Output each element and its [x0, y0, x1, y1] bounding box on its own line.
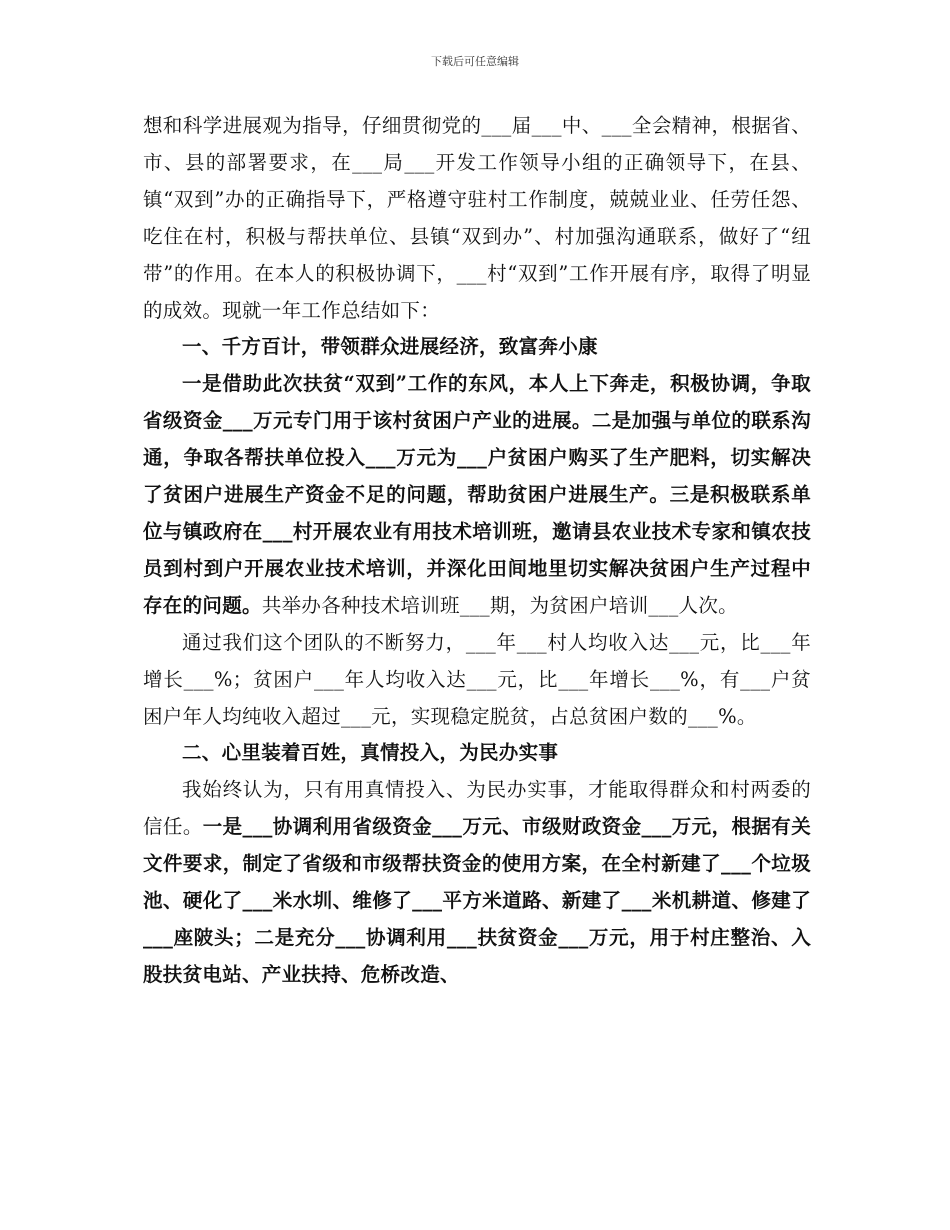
section-1-normal-text: 共举办各种技术培训班___期，为贫困户培训___人次。 [261, 593, 738, 617]
section-2-bold-text: 一是___协调利用省级资金___万元、市级财政资金___万元，根据有关文件要求，制定了省级和市级帮扶资金的使用方案，在全村新建了___个垃圾池、硬化了___米水圳、维修了___平方米道路、新建了___米机耕道、修建了___座陂头；二是充分___协调利用___扶贫资金___万元，用于村庄整治、入股扶贫电站、产业扶持、危桥改造、 [143, 815, 812, 986]
section-2-paragraph [143, 772, 811, 993]
section-heading-2: 二、心里装着百姓，真情投入，为民办实事 [182, 741, 559, 765]
intro-paragraph: 想和科学进展观为指导，仔细贯彻党的___届___中、___全会精神，根据省、市、县的部署要求，在___局___开发工作领导小组的正确领导下，在县、镇“双到”办的正确指导下，严格遵守驻村工作制度，兢兢业业、任劳任怨、吃住在村，积极与帮扶单位、县镇“双到办”、村加强沟通联系，做好了“纽带”的作用。在本人的积极协调下，___村“双到”工作开展有序，取得了明显的成效。现就一年工作总结如下： [143, 114, 811, 322]
section-1-bold-text: 一是借助此次扶贫“双到”工作的东风，本人上下奔走，积极协调，争取省级资金___万元专门用于该村贫困户产业的进展。二是加强与单位的联系沟通，争取各帮扶单位投入___万元为___户贫困户购买了生产肥料，切实解决了贫困户进展生产资金不足的问题，帮助贫困户进展生产。三是积极联系单位与镇政府在___村开展农业有用技术培训班，邀请县农业技术专家和镇农技员到村到户开展农业技术培训，并深化田间地里切实解决贫困户生产过程中存在的问题。 [143, 372, 811, 617]
document-body [143, 108, 811, 994]
results-paragraph: 通过我们这个团队的不断努力，___年___村人均收入达___元，比___年增长___%；贫困户___年人均收入达___元，比___年增长___%，有___户贫困户年人均纯收入超过___元，实现稳定脱贫，占总贫困户数的___%。 [143, 630, 811, 728]
section-1-paragraph [143, 366, 811, 624]
section-2-normal-text: 我始终认为，只有用真情投入、为民办实事，才能取得群众和村两委的信任。 [143, 778, 811, 839]
section-heading-1: 一、千方百计，带领群众进展经济，致富奔小康 [182, 335, 598, 359]
page-header: 下载后可任意编辑 [431, 55, 519, 68]
